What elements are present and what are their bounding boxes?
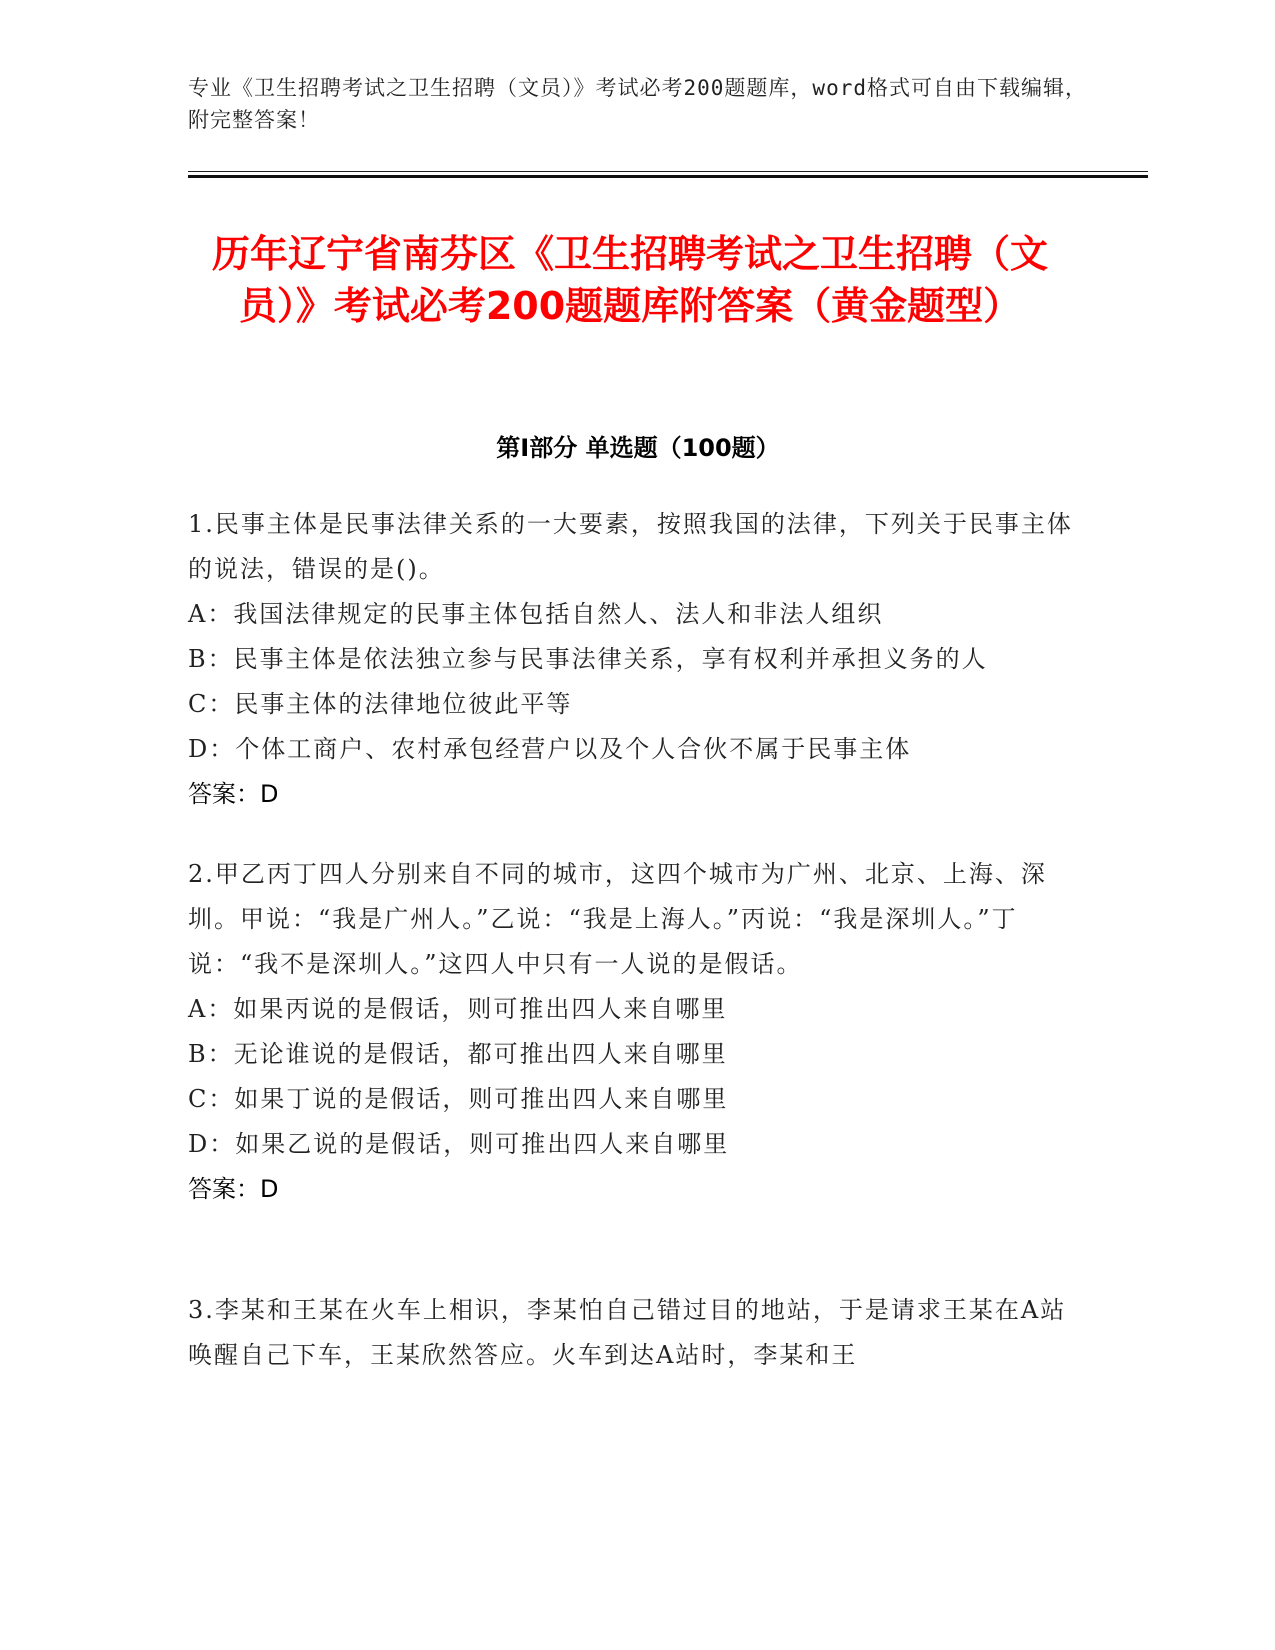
question-3 (188, 1288, 1088, 1378)
option-d: D：个体工商户、农村承包经营户以及个人合伙不属于民事主体 (188, 735, 912, 763)
answer: 答案：D (188, 1175, 279, 1203)
question-1 (188, 502, 1088, 817)
option-a: A：如果丙说的是假话，则可推出四人来自哪里 (188, 995, 728, 1023)
document-title: 历年辽宁省南芬区《卫生招聘考试之卫生招聘（文员）》考试必考200题题库附答案（黄金题型） (211, 232, 1048, 328)
question-text: 3.李某和王某在火车上相识，李某怕自己错过目的地站，于是请求王某在A站唤醒自己下车，王某欣然答应。火车到达A站时，李某和王 (188, 1296, 1067, 1369)
question-text: 2.甲乙丙丁四人分别来自不同的城市，这四个城市为广州、北京、上海、深圳。甲说：“我是广州人。”乙说：“我是上海人。”丙说：“我是深圳人。”丁说：“我不是深圳人。”这四人中只有一人说的是假话。 (188, 860, 1047, 978)
option-c: C：如果丁说的是假话，则可推出四人来自哪里 (188, 1085, 729, 1113)
option-b: B：民事主体是依法独立参与民事法律关系，享有权利并承担义务的人 (188, 645, 988, 673)
section-title: 第Ⅰ部分 单选题（100题） (496, 434, 780, 462)
question-text: 1.民事主体是民事法律关系的一大要素，按照我国的法律，下列关于民事主体的说法，错误的是()。 (188, 510, 1073, 583)
question-2 (188, 852, 1088, 1212)
header-intro: 专业《卫生招聘考试之卫生招聘（文员）》考试必考200题题库，word格式可自由下载编辑，附完整答案！ (188, 76, 1087, 132)
option-b: B：无论谁说的是假话，都可推出四人来自哪里 (188, 1040, 728, 1068)
option-d: D：如果乙说的是假话，则可推出四人来自哪里 (188, 1130, 730, 1158)
header-divider-thick (188, 175, 1148, 178)
option-a: A：我国法律规定的民事主体包括自然人、法人和非法人组织 (188, 600, 884, 628)
header-divider-thin (188, 171, 1148, 172)
option-c: C：民事主体的法律地位彼此平等 (188, 690, 573, 718)
answer: 答案：D (188, 780, 279, 808)
